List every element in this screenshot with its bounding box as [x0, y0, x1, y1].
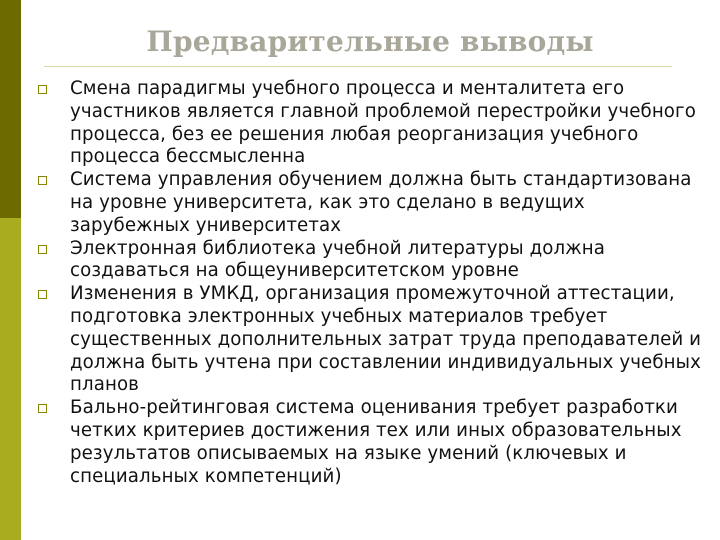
hollow-square-bullet-icon [38, 85, 47, 94]
side-accent-bar [0, 0, 21, 540]
bullet-item [38, 169, 710, 237]
bullet-item [38, 238, 710, 284]
bullet-text: Бально-рейтинговая система оценивания требует разработки четких критериев достижения тех или иных образовательных результатов описываемых на языке умений (ключевых и специальных компетенций) [70, 397, 682, 487]
hollow-square-bullet-icon [38, 290, 47, 299]
bullet-item [38, 283, 710, 397]
hollow-square-bullet-icon [38, 245, 47, 254]
hollow-square-bullet-icon [38, 176, 47, 185]
bullet-item [38, 78, 710, 169]
bullet-text: Изменения в УМКД, организация промежуточной аттестации, подготовка электронных учебных материалов требует существенных дополнительных затрат труда преподавателей и должна быть учтена при составлении индивидуальных учебных планов [70, 283, 702, 396]
bullet-text: Смена парадигмы учебного процесса и менталитета его участников является главной проблемой перестройки учебного процесса, без ее решения любая реорганизация учебного процесса бессмысленна [70, 78, 696, 168]
side-accent-bar-dark [0, 0, 21, 218]
bullet-text: Система управления обучением должна быть стандартизована на уровне университета, как это сделано в ведущих зарубежных университетах [70, 169, 692, 236]
slide-title: Предварительные выводы [146, 25, 594, 58]
bullet-text: Электронная библиотека учебной литературы должна создаваться на общеуниверситетском уровне [70, 237, 605, 282]
bullet-list [38, 78, 710, 488]
bullet-item [38, 397, 710, 488]
side-accent-bar-light [0, 218, 21, 540]
title-divider [44, 66, 672, 67]
hollow-square-bullet-icon [38, 404, 47, 413]
